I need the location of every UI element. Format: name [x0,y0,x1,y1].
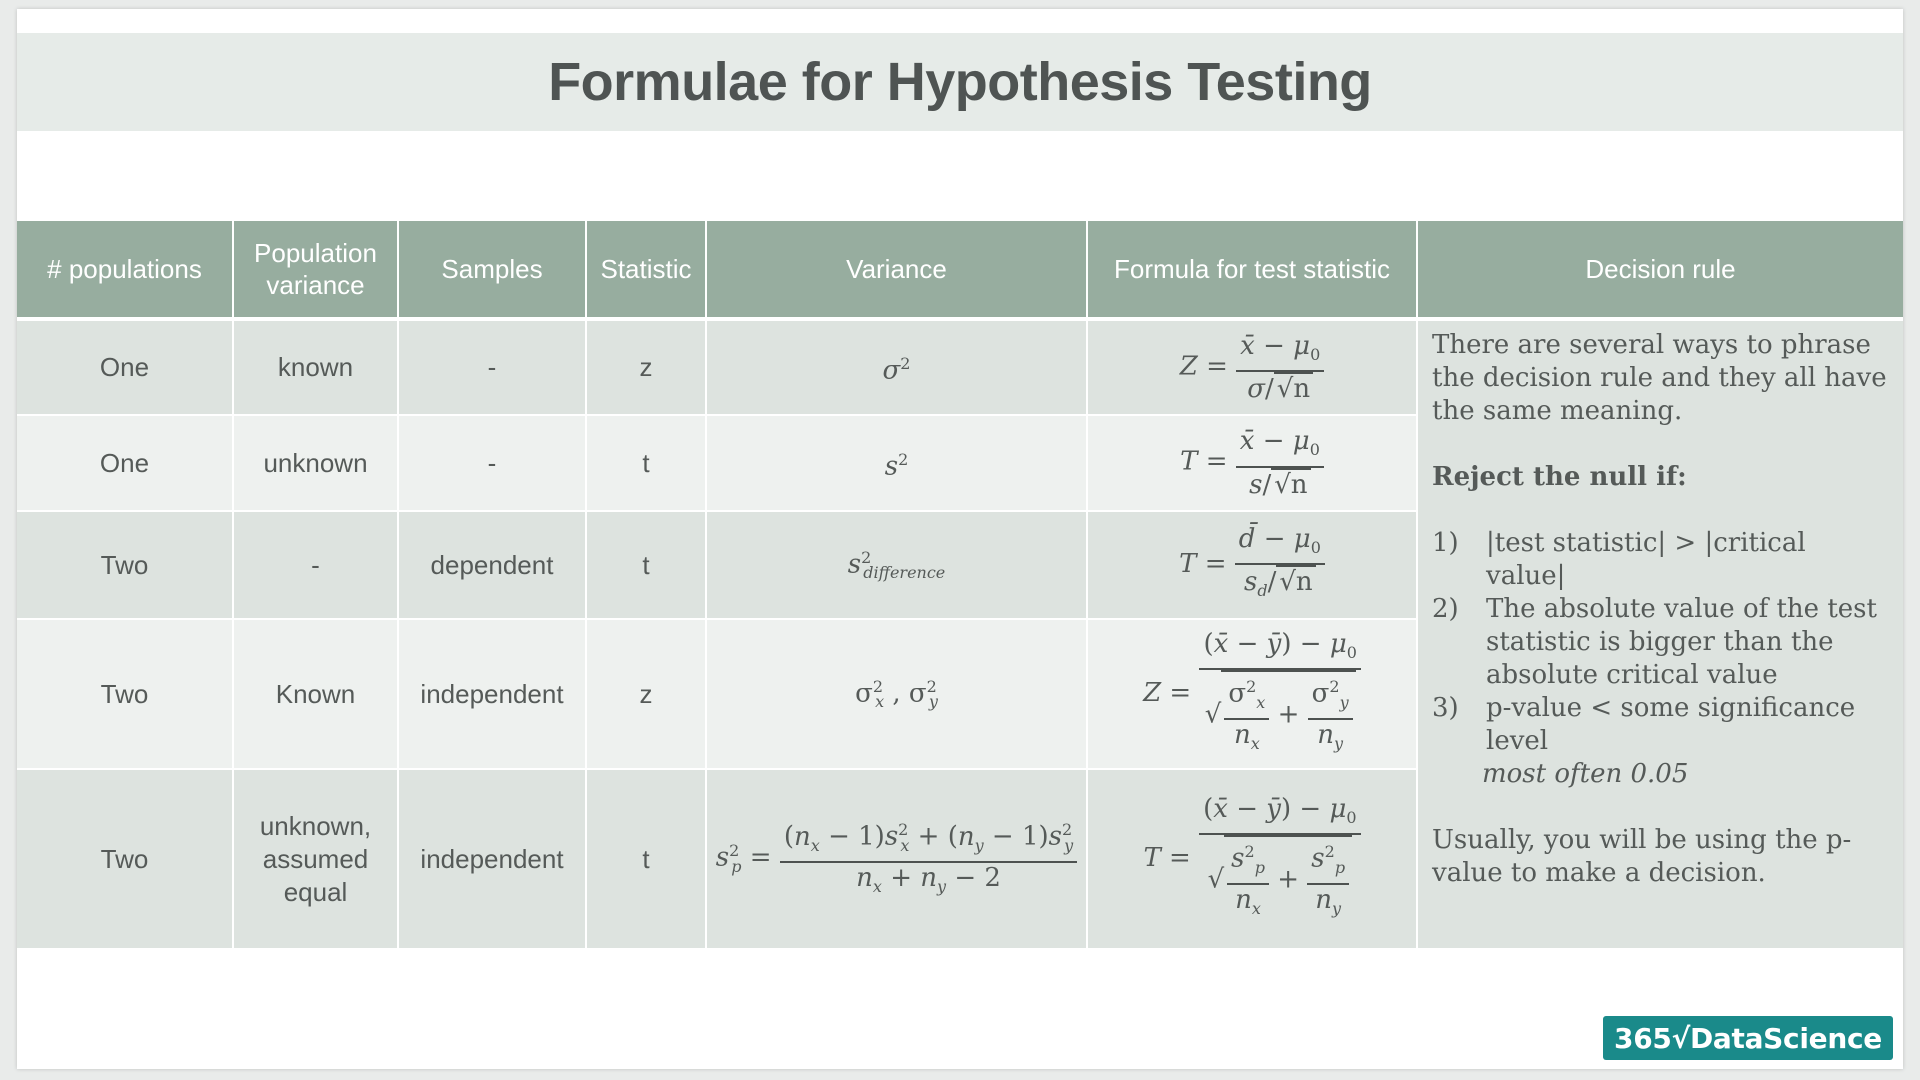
page-title: Formulae for Hypothesis Testing [548,52,1372,112]
header-statistic: Statistic [586,221,706,319]
decision-intro: There are several ways to phrase the decision rule and they all have the same meaning. [1432,330,1887,426]
cell-statistic: t [586,511,706,619]
cell-test-statistic-formula: T = (x̄ − ȳ) − $\mu_0$ √ $\frac{s^2_p}{n_x}$ + $\frac{s^2_p}{n_y}$ [1087,769,1417,949]
cell-populations: One [17,319,233,415]
cell-samples: dependent [398,511,586,619]
cell-populations: Two [17,769,233,949]
cell-samples: - [398,319,586,415]
cell-statistic: z [586,319,706,415]
table-row [17,319,1903,415]
cell-test-statistic-formula: T = $\frac{x̄ - \mu_0}{s/ √n}$ [1087,415,1417,511]
cell-populations: Two [17,511,233,619]
cell-samples: independent [398,769,586,949]
cell-variance-formula: $s^2_p$ = $\frac{(n_x - 1)s^2_x + (n_y - 1)s^2_y}{n_x + n_y - 2}$ [706,769,1087,949]
cell-populations: One [17,415,233,511]
cell-population-variance: unknown, assumed equal [233,769,398,949]
decision-rule-cell [1417,319,1903,949]
formula-table [17,221,1903,950]
cell-test-statistic-formula: Z = (x̄ − ȳ) − $\mu_0$ √ $\frac{\sigma^2_x}{n_x}$ + $\frac{\sigma^2_y}{n_y}$ [1087,619,1417,769]
cell-samples: - [398,415,586,511]
cell-statistic: z [586,619,706,769]
cell-variance-formula: $s^2$ [706,415,1087,511]
cell-population-variance: unknown [233,415,398,511]
cell-statistic: t [586,415,706,511]
header-populations: # populations [17,221,233,319]
cell-population-variance: Known [233,619,398,769]
decision-list [1432,527,1889,758]
header-variance: Variance [706,221,1087,319]
slide [17,9,1903,1069]
list-item: 3) p-value < some significance level [1432,693,1856,756]
brand-logo: 365√DataScience [1603,1016,1893,1060]
cell-population-variance: known [233,319,398,415]
header-population-variance: Population variance [233,221,398,319]
decision-reject-heading: Reject the null if: [1432,462,1687,492]
list-item: 1) |test statistic| > |critical value| [1432,528,1806,591]
header-decision-rule: Decision rule [1417,221,1903,319]
header-samples: Samples [398,221,586,319]
header-formula: Formula for test statistic [1087,221,1417,319]
header-row [17,221,1903,319]
cell-variance-formula: $\sigma^2_x$ , $\sigma^2_y$ [706,619,1087,769]
cell-samples: independent [398,619,586,769]
cell-variance-formula: $\sigma^2$ [706,319,1087,415]
cell-test-statistic-formula: Z = $\frac{x̄ - \mu_0}{\sigma/ √n}$ [1087,319,1417,415]
list-item: 2) The absolute value of the test statistic is bigger than the absolute critical value [1432,594,1877,690]
title-band [17,33,1903,131]
cell-populations: Two [17,619,233,769]
cell-test-statistic-formula: T = $\frac{d̄ - \mu_0}{s_d/ √n}$ [1087,511,1417,619]
cell-population-variance: - [233,511,398,619]
decision-note: most often 0.05 [1482,759,1689,789]
cell-variance-formula: $s^2_{difference}$ [706,511,1087,619]
cell-statistic: t [586,769,706,949]
decision-closing: Usually, you will be using the p-value to make a decision. [1432,825,1852,888]
